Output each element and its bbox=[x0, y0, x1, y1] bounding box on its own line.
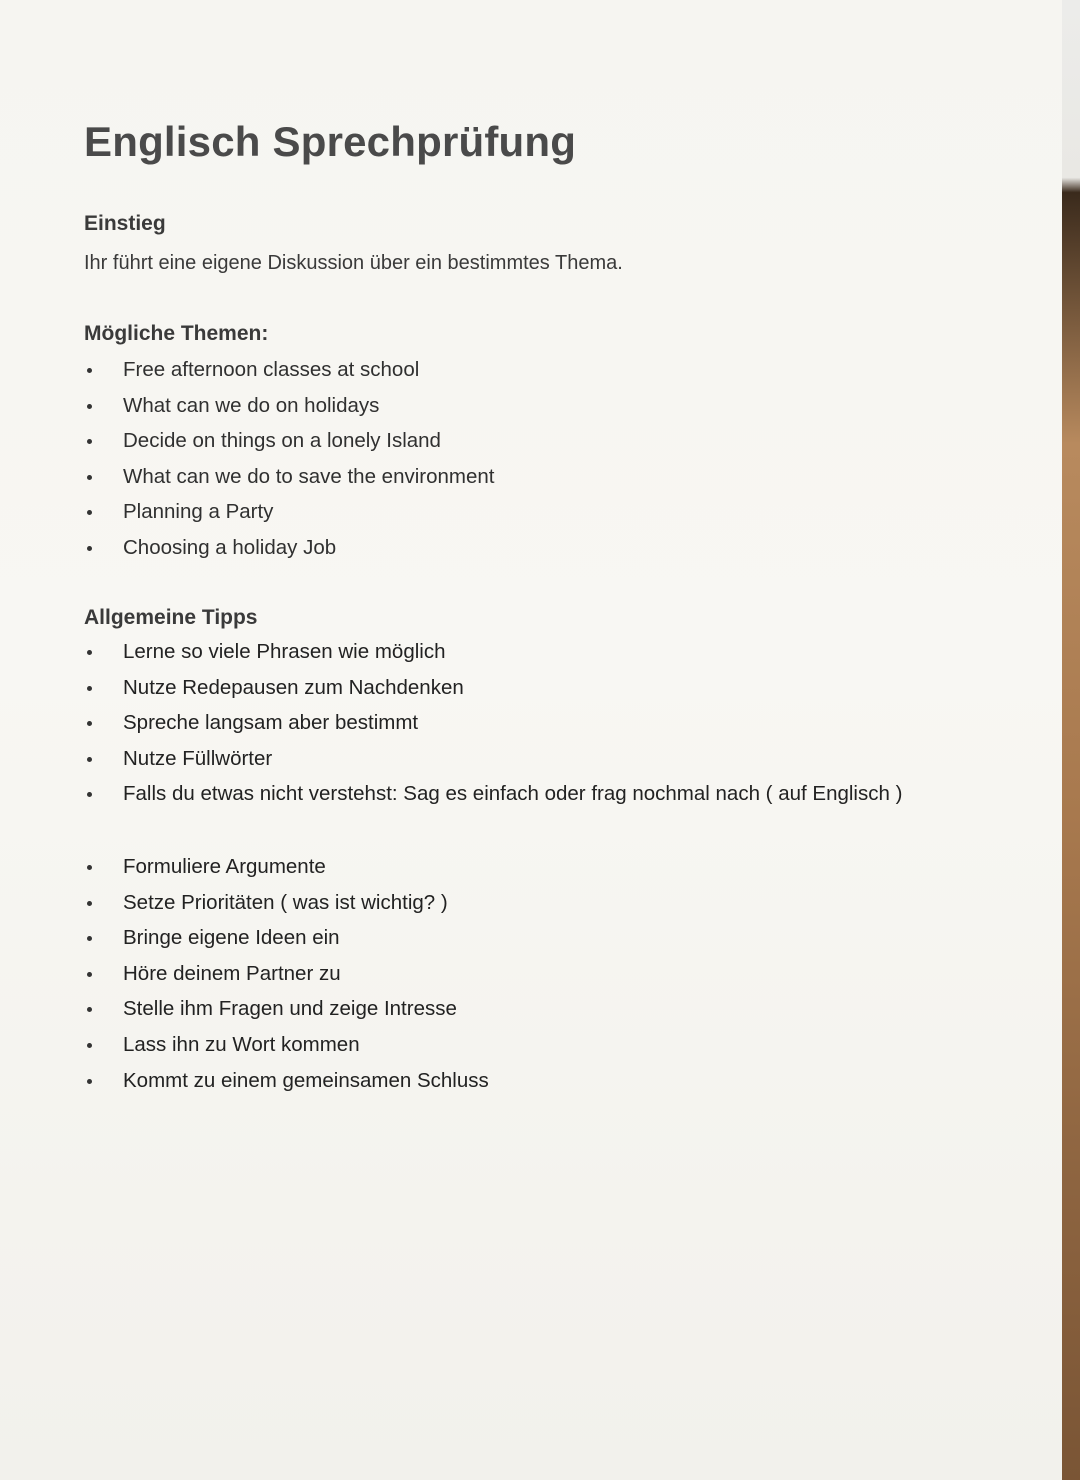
bullet-icon bbox=[87, 650, 92, 655]
list-item bbox=[84, 355, 494, 391]
list-item-text: Stelle ihm Fragen und zeige Intresse bbox=[123, 997, 457, 1021]
bullet-icon bbox=[87, 865, 92, 870]
list-item bbox=[84, 391, 494, 427]
list-item-text: Bringe eigene Ideen ein bbox=[123, 926, 340, 950]
list-item bbox=[84, 462, 494, 498]
themes-list bbox=[84, 355, 494, 569]
list-item-text: Planning a Party bbox=[123, 500, 274, 524]
list-item-text: Spreche langsam aber bestimmt bbox=[123, 711, 419, 735]
list-item bbox=[84, 673, 902, 709]
list-item bbox=[84, 959, 489, 995]
list-item-text: Free afternoon classes at school bbox=[123, 358, 420, 381]
bullet-icon bbox=[87, 1007, 92, 1012]
bullet-icon bbox=[87, 686, 92, 691]
list-item-text: What can we do on holidays bbox=[123, 393, 380, 417]
themes-heading: Mögliche Themen: bbox=[84, 322, 269, 345]
list-item-text: Nutze Redepausen zum Nachdenken bbox=[123, 675, 464, 699]
bullet-icon bbox=[87, 936, 92, 941]
list-item bbox=[84, 426, 494, 462]
list-item-text: Formuliere Argumente bbox=[123, 855, 326, 878]
list-item-text: Kommt zu einem gemeinsamen Schluss bbox=[123, 1068, 489, 1092]
list-item bbox=[84, 533, 494, 569]
list-item-text: Setze Prioritäten ( was ist wichtig? ) bbox=[123, 890, 448, 914]
list-item-text: Lerne so viele Phrasen wie möglich bbox=[123, 640, 446, 663]
list-item-text: Falls du etwas nicht verstehst: Sag es einfach oder frag nochmal nach ( auf Englisch ) bbox=[123, 782, 903, 806]
intro-heading: Einstieg bbox=[84, 212, 166, 235]
list-item bbox=[84, 637, 902, 673]
bullet-icon bbox=[87, 475, 92, 480]
list-item bbox=[84, 708, 902, 744]
list-item bbox=[84, 852, 489, 888]
bullet-icon bbox=[87, 757, 92, 762]
table-edge-background bbox=[1062, 0, 1080, 1480]
bullet-icon bbox=[87, 1043, 92, 1048]
list-item-text: What can we do to save the environment bbox=[123, 464, 495, 488]
list-item-text: Lass ihn zu Wort kommen bbox=[123, 1032, 360, 1056]
bullet-icon bbox=[87, 792, 92, 797]
list-item-text: Decide on things on a lonely Island bbox=[123, 429, 441, 453]
bullet-icon bbox=[87, 1079, 92, 1084]
list-item bbox=[84, 923, 489, 959]
page-title: Englisch Sprechprüfung bbox=[84, 118, 577, 165]
list-item-text: Choosing a holiday Job bbox=[123, 535, 337, 559]
tips-heading: Allgemeine Tipps bbox=[84, 606, 258, 629]
list-item bbox=[84, 888, 489, 924]
tips-list-1 bbox=[84, 637, 902, 815]
bullet-icon bbox=[87, 972, 92, 977]
list-item-text: Nutze Füllwörter bbox=[123, 746, 273, 770]
intro-text: Ihr führt eine eigene Diskussion über ein bestimmtes Thema. bbox=[84, 252, 623, 274]
list-item-text: Höre deinem Partner zu bbox=[123, 961, 341, 985]
bullet-icon bbox=[87, 439, 92, 444]
bullet-icon bbox=[87, 546, 92, 551]
list-item bbox=[84, 1030, 489, 1066]
list-item bbox=[84, 744, 902, 780]
bullet-icon bbox=[87, 404, 92, 409]
list-item bbox=[84, 779, 902, 815]
tips-list-2 bbox=[84, 852, 489, 1101]
bullet-icon bbox=[87, 901, 92, 906]
bullet-icon bbox=[87, 721, 92, 726]
bullet-icon bbox=[87, 510, 92, 515]
bullet-icon bbox=[87, 368, 92, 373]
list-item bbox=[84, 994, 489, 1030]
list-item bbox=[84, 497, 494, 533]
list-item bbox=[84, 1066, 489, 1102]
